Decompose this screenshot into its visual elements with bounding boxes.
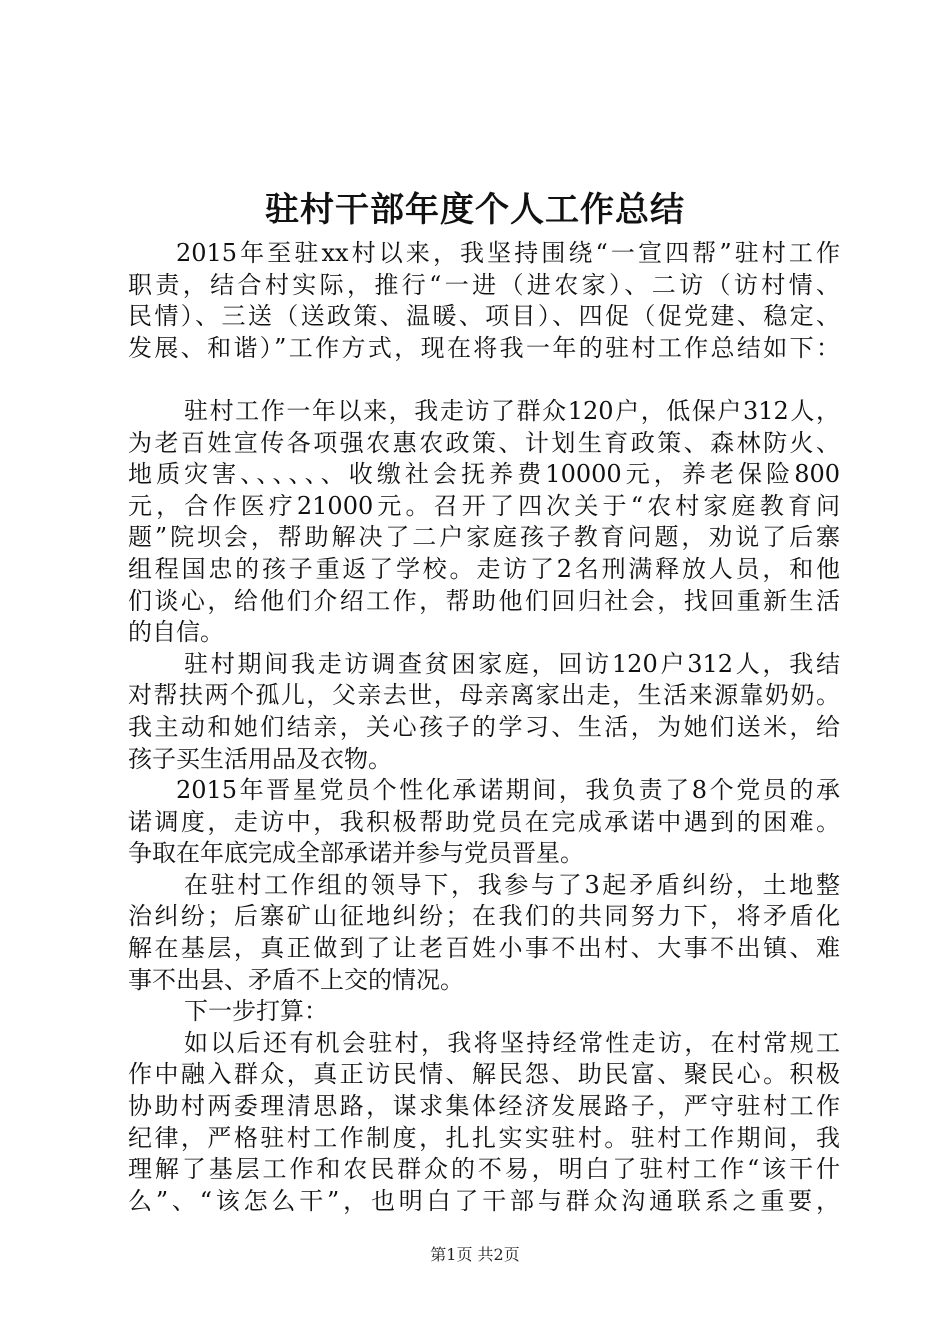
text-line: 为老百姓宣传各项强农惠农政策、计划生育政策、森林防火、	[128, 428, 840, 457]
text-line: 职责，结合村实际，推行“一进（进农家）、二访（访村情、	[128, 270, 840, 299]
text-line: 事不出县、矛盾不上交的情况。	[128, 965, 464, 994]
text-line: 们谈心，给他们介绍工作，帮助他们回归社会，找回重新生活	[128, 586, 840, 615]
text-line: 协助村两委理清思路，谋求集体经济发展路子，严守驻村工作	[128, 1092, 840, 1121]
text-line: 的自信。	[128, 618, 224, 647]
text-line: 孩子买生活用品及衣物。	[128, 744, 392, 773]
text-line	[128, 364, 840, 396]
text-line: 在驻村工作组的领导下，我参与了3起矛盾纠纷，土地整	[184, 870, 840, 899]
text-line: 作中融入群众，真正访民情、解民怨、助民富、聚民心。积极	[128, 1060, 840, 1089]
text-line: 解在基层，真正做到了让老百姓小事不出村、大事不出镇、难	[128, 934, 840, 963]
document-body	[128, 238, 840, 1217]
text-line: 争取在年底完成全部承诺并参与党员晋星。	[128, 839, 584, 868]
text-line: 理解了基层工作和农民群众的不易，明白了驻村工作“该干什	[128, 1155, 840, 1184]
text-line: 我主动和她们结亲，关心孩子的学习、生活，为她们送米，给	[128, 712, 840, 741]
text-line: 题”院坝会，帮助解决了二户家庭孩子教育问题，劝说了后寨	[128, 523, 840, 552]
text-line: 民情）、三送（送政策、温暖、项目）、四促（促党建、稳定、	[128, 302, 840, 331]
text-line: 发展、和谐）”工作方式，现在将我一年的驻村工作总结如下：	[128, 333, 840, 362]
text-line: 地质灾害、、、、、、收缴社会抚养费10000元，养老保险800	[128, 460, 840, 489]
text-line: 元，合作医疗21000元。召开了四次关于“农村家庭教育问	[128, 491, 840, 520]
text-line: 么”、“该怎么干”，也明白了干部与群众沟通联系之重要，	[128, 1186, 840, 1215]
text-line: 2015年至驻xx村以来，我坚持围绕“一宣四帮”驻村工作	[176, 239, 840, 267]
text-line: 组程国忠的孩子重返了学校。走访了2名刑满释放人员，和他	[128, 554, 840, 583]
text-line: 驻村工作一年以来，我走访了群众120户，低保户312人，	[184, 396, 840, 425]
document-title: 驻村干部年度个人工作总结	[265, 190, 685, 230]
page-footer: 第1页 共2页	[430, 1245, 520, 1264]
text-line: 治纠纷；后寨矿山征地纠纷；在我们的共同努力下，将矛盾化	[128, 902, 840, 931]
text-line: 2015年晋星党员个性化承诺期间，我负责了8个党员的承	[176, 776, 840, 805]
text-line: 纪律，严格驻村工作制度，扎扎实实驻村。驻村工作期间，我	[128, 1123, 840, 1152]
text-line: 对帮扶两个孤儿，父亲去世，母亲离家出走，生活来源靠奶奶。	[128, 681, 840, 710]
text-line: 驻村期间我走访调查贫困家庭，回访120户312人，我结	[184, 649, 840, 678]
text-line: 诺调度，走访中，我积极帮助党员在完成承诺中遇到的困难。	[128, 807, 840, 836]
text-line: 如以后还有机会驻村，我将坚持经常性走访，在村常规工	[184, 1028, 840, 1057]
text-line: 下一步打算：	[184, 997, 328, 1026]
